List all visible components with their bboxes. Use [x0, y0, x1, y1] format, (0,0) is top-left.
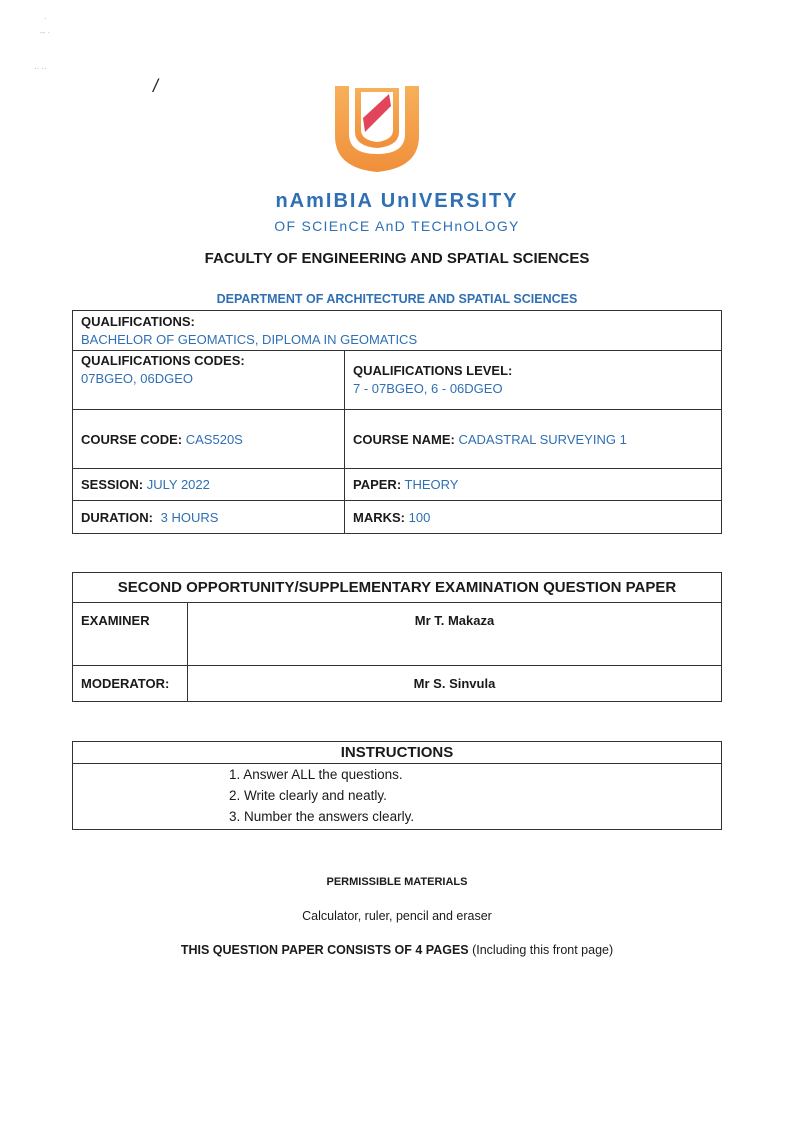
examiner-value: Mr T. Makaza: [188, 603, 722, 666]
department-heading: DEPARTMENT OF ARCHITECTURE AND SPATIAL SCIENCES: [216, 292, 578, 306]
qualification-level-value: 7 - 07BGEO, 6 - 06DGEO: [353, 381, 503, 396]
qualification-codes-value: 07BGEO, 06DGEO: [81, 371, 193, 386]
permissible-materials-text: Calculator, ruler, pencil and eraser: [302, 909, 492, 923]
marks-label: MARKS:: [353, 509, 405, 525]
page-count-note: [0, 943, 794, 957]
duration-label: DURATION:: [81, 509, 153, 525]
instruction-item: 3. Number the answers clearly.: [229, 809, 415, 824]
faculty-heading: FACULTY OF ENGINEERING AND SPATIAL SCIENCES: [204, 250, 590, 267]
university-name: nAmIBIA UnIVERSITY: [275, 190, 519, 212]
exam-title: SECOND OPPORTUNITY/SUPPLEMENTARY EXAMINATION QUESTION PAPER: [73, 573, 722, 603]
moderator-value: Mr S. Sinvula: [188, 666, 722, 702]
logo-shield-icon: [327, 76, 427, 176]
course-name-label: COURSE NAME:: [353, 431, 455, 447]
examiner-label: EXAMINER: [73, 603, 188, 666]
marks-value: 100: [408, 509, 431, 525]
qualification-level-label: QUALIFICATIONS LEVEL:: [353, 363, 513, 378]
instructions-table: [72, 741, 722, 830]
course-name-value: CADASTRAL SURVEYING 1: [458, 431, 627, 447]
instruction-item: 2. Write clearly and neatly.: [229, 788, 387, 803]
scan-artifact: ·· ··: [34, 64, 47, 73]
paper-label: PAPER:: [353, 477, 402, 492]
course-code-value: CAS520S: [185, 431, 243, 447]
course-info-table: [72, 310, 722, 534]
instructions-list: [81, 764, 713, 827]
course-code-label: COURSE CODE:: [81, 431, 183, 447]
stray-pen-mark: /: [153, 76, 159, 96]
university-subtitle: OF SCIEnCE AnD TECHnOLOGY: [274, 218, 520, 234]
examination-table: [72, 572, 722, 702]
university-logo: [327, 76, 427, 176]
qualification-codes-label: QUALIFICATIONS CODES:: [81, 353, 245, 368]
page-count-bold: THIS QUESTION PAPER CONSISTS OF 4 PAGES: [180, 943, 469, 957]
instruction-item: 1. Answer ALL the questions.: [229, 767, 403, 782]
moderator-label: MODERATOR:: [73, 666, 188, 702]
scan-artifact: ·: [44, 14, 47, 23]
paper-value: THEORY: [404, 477, 459, 492]
session-value: JULY 2022: [146, 477, 210, 492]
permissible-materials-title: PERMISSIBLE MATERIALS: [326, 876, 468, 888]
qualifications-label: QUALIFICATIONS:: [81, 314, 195, 329]
page-count-rest: (Including this front page): [468, 943, 614, 957]
scan-artifact: -- ·: [40, 28, 51, 37]
session-label: SESSION:: [81, 477, 144, 492]
qualifications-value: BACHELOR OF GEOMATICS, DIPLOMA IN GEOMATICS: [81, 332, 418, 347]
duration-value: 3 HOURS: [160, 509, 219, 525]
instructions-title: INSTRUCTIONS: [73, 742, 722, 764]
